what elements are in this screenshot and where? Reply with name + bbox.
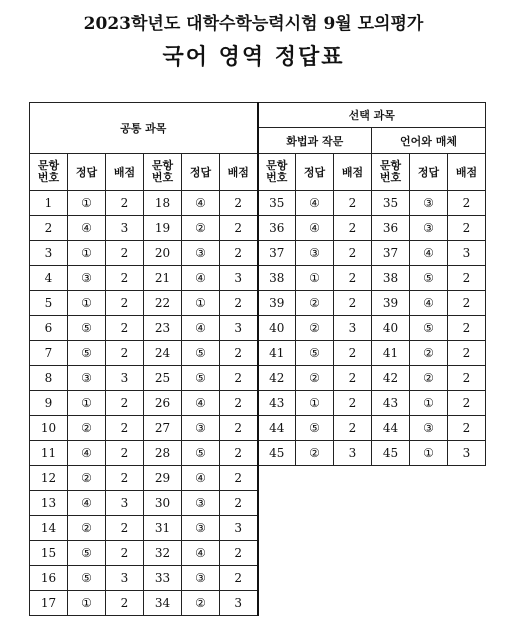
question-number: 26	[144, 391, 182, 416]
question-number: 3	[30, 241, 68, 266]
points: 2	[220, 466, 258, 491]
question-number: 44	[372, 416, 410, 441]
question-number: 7	[30, 341, 68, 366]
points: 3	[220, 516, 258, 541]
question-number: 23	[144, 316, 182, 341]
points: 2	[448, 266, 486, 291]
answer: ④	[68, 441, 106, 466]
question-number: 1	[30, 191, 68, 216]
points: 2	[220, 541, 258, 566]
question-number: 24	[144, 341, 182, 366]
question-number: 21	[144, 266, 182, 291]
answer: ②	[68, 466, 106, 491]
answer-row	[30, 391, 486, 416]
answer-row	[30, 216, 486, 241]
answer: ⑤	[68, 541, 106, 566]
question-number: 22	[144, 291, 182, 316]
question-number: 20	[144, 241, 182, 266]
points: 2	[106, 241, 144, 266]
page-title: 국어 영역 정답표	[162, 44, 345, 70]
points: 2	[106, 466, 144, 491]
answer: ⑤	[410, 316, 448, 341]
points: 2	[220, 366, 258, 391]
points: 3	[106, 216, 144, 241]
question-number: 14	[30, 516, 68, 541]
question-number: 13	[30, 491, 68, 516]
points: 2	[220, 241, 258, 266]
answer-row	[30, 366, 486, 391]
points: 2	[334, 341, 372, 366]
points: 2	[106, 266, 144, 291]
answer: ③	[410, 216, 448, 241]
answer: ⑤	[68, 566, 106, 591]
answer-row	[30, 591, 486, 616]
question-number: 40	[372, 316, 410, 341]
points: 2	[448, 366, 486, 391]
question-number: 43	[372, 391, 410, 416]
answer: ①	[68, 291, 106, 316]
answer: ④	[410, 241, 448, 266]
answer: ③	[410, 416, 448, 441]
answer-row	[30, 191, 486, 216]
answer: ③	[182, 491, 220, 516]
points: 3	[106, 491, 144, 516]
points: 2	[220, 341, 258, 366]
answer: ④	[182, 391, 220, 416]
answer-row	[30, 316, 486, 341]
common-subject-header: 공통 과목	[30, 103, 258, 154]
answer: ⑤	[182, 366, 220, 391]
question-number: 16	[30, 566, 68, 591]
question-number: 31	[144, 516, 182, 541]
question-number: 5	[30, 291, 68, 316]
col-num-1: 문항 번호	[30, 154, 68, 191]
points: 2	[448, 191, 486, 216]
points: 2	[220, 391, 258, 416]
question-number: 8	[30, 366, 68, 391]
col-answer-1: 정답	[68, 154, 106, 191]
answer-row	[30, 516, 486, 541]
answer: ⑤	[68, 341, 106, 366]
points: 3	[448, 241, 486, 266]
answer: ②	[296, 291, 334, 316]
question-number: 38	[372, 266, 410, 291]
points: 2	[220, 216, 258, 241]
col-answer-3: 정답	[296, 154, 334, 191]
points: 2	[106, 416, 144, 441]
answer: ④	[182, 466, 220, 491]
answer-row	[30, 466, 486, 491]
answer: ①	[68, 191, 106, 216]
question-number: 2	[30, 216, 68, 241]
answer: ⑤	[182, 341, 220, 366]
answer: ③	[410, 191, 448, 216]
answer: ②	[182, 591, 220, 616]
answer: ②	[296, 316, 334, 341]
points: 3	[334, 441, 372, 466]
elective-a-header: 화법과 작문	[258, 128, 372, 154]
question-number: 32	[144, 541, 182, 566]
points: 3	[220, 266, 258, 291]
question-number: 45	[258, 441, 296, 466]
question-number: 33	[144, 566, 182, 591]
answer: ⑤	[182, 441, 220, 466]
points: 3	[220, 591, 258, 616]
points: 2	[220, 291, 258, 316]
question-number: 6	[30, 316, 68, 341]
question-number: 42	[258, 366, 296, 391]
question-number: 28	[144, 441, 182, 466]
points: 2	[220, 491, 258, 516]
answer: ②	[68, 516, 106, 541]
question-number: 41	[372, 341, 410, 366]
elective-b-header: 언어와 매체	[372, 128, 486, 154]
exam-title: 2023학년도 대학수학능력시험 9월 모의평가	[83, 14, 424, 34]
answer: ④	[182, 541, 220, 566]
answer: ③	[68, 366, 106, 391]
col-points-4: 배점	[448, 154, 486, 191]
question-number: 45	[372, 441, 410, 466]
points: 2	[448, 216, 486, 241]
answer: ①	[182, 291, 220, 316]
col-num-2: 문항 번호	[144, 154, 182, 191]
col-answer-2: 정답	[182, 154, 220, 191]
points: 2	[106, 191, 144, 216]
answer: ④	[182, 191, 220, 216]
col-points-3: 배점	[334, 154, 372, 191]
points: 2	[334, 216, 372, 241]
answer: ①	[410, 391, 448, 416]
points: 2	[106, 591, 144, 616]
question-number: 34	[144, 591, 182, 616]
points: 2	[106, 516, 144, 541]
points: 2	[448, 391, 486, 416]
points: 2	[334, 416, 372, 441]
points: 2	[334, 191, 372, 216]
question-number: 9	[30, 391, 68, 416]
points: 2	[334, 366, 372, 391]
question-number: 18	[144, 191, 182, 216]
answer: ④	[68, 216, 106, 241]
answer: ②	[410, 366, 448, 391]
question-number: 11	[30, 441, 68, 466]
question-number: 36	[258, 216, 296, 241]
question-number: 39	[372, 291, 410, 316]
answer: ③	[182, 416, 220, 441]
answer-row	[30, 566, 486, 591]
answer: ①	[68, 241, 106, 266]
answer-row	[30, 541, 486, 566]
answer-row	[30, 416, 486, 441]
answer-row	[30, 341, 486, 366]
points: 2	[106, 541, 144, 566]
answer: ⑤	[68, 316, 106, 341]
answer: ①	[296, 266, 334, 291]
points: 2	[106, 441, 144, 466]
answer: ③	[68, 266, 106, 291]
points: 2	[106, 391, 144, 416]
answer: ④	[296, 216, 334, 241]
column-header-row	[30, 154, 486, 191]
answer: ②	[296, 366, 334, 391]
answer-row	[30, 291, 486, 316]
question-number: 19	[144, 216, 182, 241]
question-number: 10	[30, 416, 68, 441]
question-number: 15	[30, 541, 68, 566]
question-number: 29	[144, 466, 182, 491]
question-number: 30	[144, 491, 182, 516]
answer: ④	[410, 291, 448, 316]
question-number: 38	[258, 266, 296, 291]
answer: ⑤	[410, 266, 448, 291]
points: 2	[106, 341, 144, 366]
answer-row	[30, 241, 486, 266]
question-number: 35	[372, 191, 410, 216]
answer: ②	[410, 341, 448, 366]
points: 2	[448, 291, 486, 316]
answer-row	[30, 491, 486, 516]
question-number: 36	[372, 216, 410, 241]
question-number: 25	[144, 366, 182, 391]
question-number: 44	[258, 416, 296, 441]
points: 2	[220, 566, 258, 591]
answer: ④	[182, 316, 220, 341]
points: 2	[334, 391, 372, 416]
points: 3	[448, 441, 486, 466]
points: 2	[334, 291, 372, 316]
question-number: 27	[144, 416, 182, 441]
points: 2	[334, 241, 372, 266]
points: 2	[448, 416, 486, 441]
question-number: 35	[258, 191, 296, 216]
answer: ①	[296, 391, 334, 416]
answer: ③	[182, 241, 220, 266]
question-number: 4	[30, 266, 68, 291]
answer: ⑤	[296, 341, 334, 366]
answer: ③	[182, 566, 220, 591]
question-number: 41	[258, 341, 296, 366]
question-number: 39	[258, 291, 296, 316]
answer: ①	[410, 441, 448, 466]
question-number: 37	[258, 241, 296, 266]
answer-row	[30, 441, 486, 466]
col-answer-4: 정답	[410, 154, 448, 191]
points: 2	[334, 266, 372, 291]
answer: ③	[182, 516, 220, 541]
points: 3	[106, 566, 144, 591]
points: 3	[220, 316, 258, 341]
question-number: 17	[30, 591, 68, 616]
points: 2	[106, 291, 144, 316]
answer: ③	[296, 241, 334, 266]
question-number: 37	[372, 241, 410, 266]
question-number: 43	[258, 391, 296, 416]
points: 2	[448, 316, 486, 341]
col-points-1: 배점	[106, 154, 144, 191]
points: 2	[220, 441, 258, 466]
answer: ②	[68, 416, 106, 441]
col-num-4: 문항 번호	[372, 154, 410, 191]
points: 3	[334, 316, 372, 341]
answer: ④	[68, 491, 106, 516]
answer-row	[30, 266, 486, 291]
answer: ②	[296, 441, 334, 466]
col-points-2: 배점	[220, 154, 258, 191]
points: 2	[220, 191, 258, 216]
elective-subject-header: 선택 과목	[258, 103, 486, 128]
question-number: 40	[258, 316, 296, 341]
col-num-3: 문항 번호	[258, 154, 296, 191]
answer: ④	[296, 191, 334, 216]
question-number: 12	[30, 466, 68, 491]
points: 3	[106, 366, 144, 391]
points: 2	[106, 316, 144, 341]
answer: ②	[182, 216, 220, 241]
answer-table	[29, 102, 486, 616]
points: 2	[220, 416, 258, 441]
answer: ④	[182, 266, 220, 291]
answer: ①	[68, 591, 106, 616]
question-number: 42	[372, 366, 410, 391]
points: 2	[448, 341, 486, 366]
answer: ⑤	[296, 416, 334, 441]
answer: ①	[68, 391, 106, 416]
